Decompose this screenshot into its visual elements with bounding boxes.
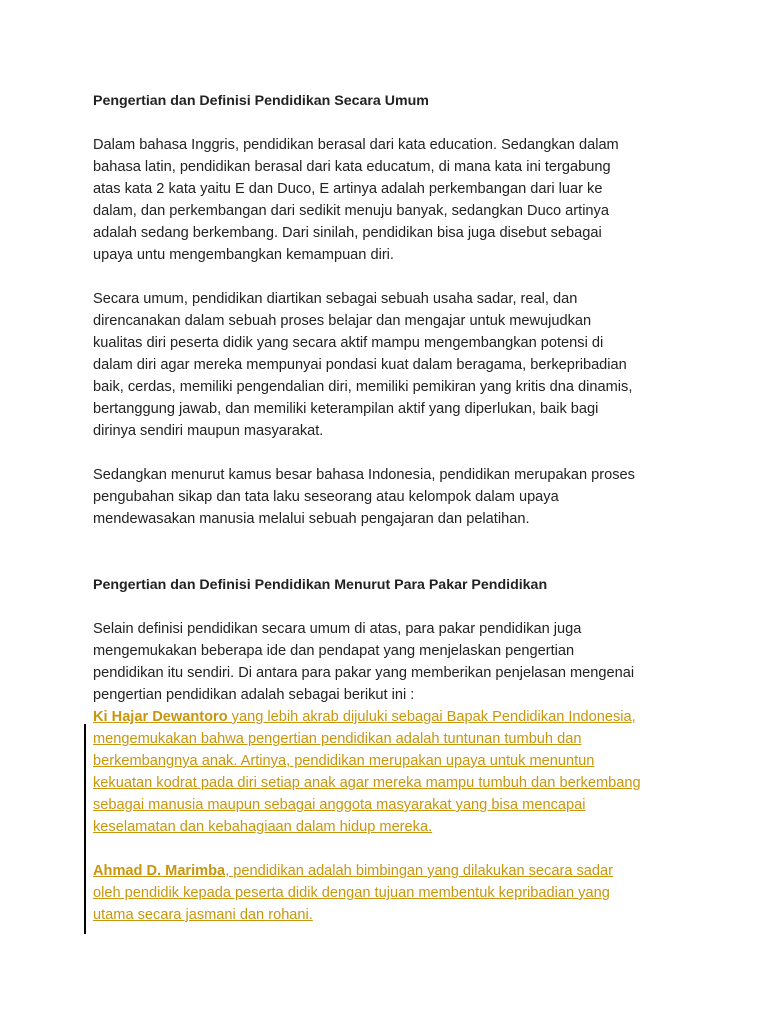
quote-bar — [84, 724, 86, 934]
text-line: Secara umum, pendidikan diartikan sebagai sebuah usaha sadar, real, dan — [93, 291, 578, 307]
text-line: dirinya sendiri maupun masyarakat. — [93, 423, 324, 439]
text-line: pendidikan itu sendiri. Di antara para pakar yang memberikan penjelasan mengenai — [93, 665, 635, 681]
expert-link-line[interactable]: mengemukakan bahwa pengertian pendidikan adalah tuntunan tumbuh dan — [93, 731, 582, 747]
expert-entry-ahmad-d-marimba[interactable] — [93, 860, 693, 926]
text-line: Sedangkan menurut kamus besar bahasa Indonesia, pendidikan merupakan proses — [93, 467, 635, 483]
expert-link-line[interactable]: sebagai manusia maupun sebagai anggota masyarakat yang bisa mencapai — [93, 797, 586, 813]
text-line: kualitas diri peserta didik yang secara aktif mampu mengembangkan potensi di — [93, 335, 604, 351]
document-content — [93, 90, 693, 926]
paragraph-general-meaning — [93, 288, 693, 442]
expert-link-line[interactable]: kekuatan kodrat pada diri setiap anak agar mereka mampu tumbuh dan berkembang — [93, 775, 641, 791]
text-line: pengertian pendidikan adalah sebagai berikut ini : — [93, 687, 415, 703]
paragraph-kbbi — [93, 464, 693, 530]
paragraph-experts-intro — [93, 618, 693, 706]
text-line: baik, cerdas, memiliki pengendalian diri, memiliki pemikiran yang kritis dna dinamis, — [93, 379, 633, 395]
expert-link-line[interactable]: oleh pendidik kepada peserta didik dengan tujuan membentuk kepribadian yang — [93, 885, 610, 901]
expert-name[interactable]: Ahmad D. Marimba — [93, 863, 226, 879]
text-line: atas kata 2 kata yaitu E dan Duco, E artinya adalah perkembangan dari luar ke — [93, 181, 603, 197]
text-line: adalah sedang berkembang. Dari sinilah, pendidikan bisa juga disebut sebagai — [93, 225, 602, 241]
text-line: bertanggung jawab, dan memiliki keterampilan aktif yang diperlukan, baik bagi — [93, 401, 599, 417]
text-line: upaya untu mengembangkan kemampuan diri. — [93, 247, 394, 263]
expert-link-line[interactable] — [93, 706, 693, 728]
experts-quote-block — [93, 706, 693, 926]
expert-link-line[interactable]: utama secara jasmani dan rohani. — [93, 907, 313, 923]
text-line: mengemukakan beberapa ide dan pendapat yang menjelaskan pengertian — [93, 643, 575, 659]
expert-entry-ki-hajar-dewantoro[interactable] — [93, 706, 693, 838]
expert-text[interactable]: , pendidikan adalah bimbingan yang dilakukan secara sadar — [225, 863, 613, 879]
text-line: bahasa latin, pendidikan berasal dari kata educatum, di mana kata ini tergabung — [93, 159, 611, 175]
section-heading-experts: Pengertian dan Definisi Pendidikan Menurut Para Pakar Pendidikan — [93, 577, 548, 593]
expert-text[interactable]: yang lebih akrab dijuluki sebagai Bapak Pendidikan Indonesia, — [227, 709, 636, 725]
expert-link-line[interactable]: berkembangnya anak. Artinya, pendidikan merupakan upaya untuk menuntun — [93, 753, 595, 769]
section-heading-general: Pengertian dan Definisi Pendidikan Secara Umum — [93, 93, 429, 109]
text-line: dalam, dan perkembangan dari sedikit menuju banyak, sedangkan Duco artinya — [93, 203, 609, 219]
expert-link-line[interactable] — [93, 860, 693, 882]
paragraph-etymology — [93, 134, 693, 266]
expert-name[interactable]: Ki Hajar Dewantoro — [93, 709, 228, 725]
text-line: Selain definisi pendidikan secara umum di atas, para pakar pendidikan juga — [93, 621, 582, 637]
text-line: Dalam bahasa Inggris, pendidikan berasal dari kata education. Sedangkan dalam — [93, 137, 619, 153]
expert-link-line[interactable]: keselamatan dan kebahagiaan dalam hidup mereka. — [93, 819, 433, 835]
text-line: direncanakan dalam sebuah proses belajar dan mengajar untuk mewujudkan — [93, 313, 592, 329]
text-line: pengubahan sikap dan tata laku seseorang atau kelompok dalam upaya — [93, 489, 559, 505]
text-line: mendewasakan manusia melalui sebuah pengajaran dan pelatihan. — [93, 511, 530, 527]
text-line: dalam diri agar mereka mempunyai pondasi kuat dalam beragama, berkepribadian — [93, 357, 627, 373]
